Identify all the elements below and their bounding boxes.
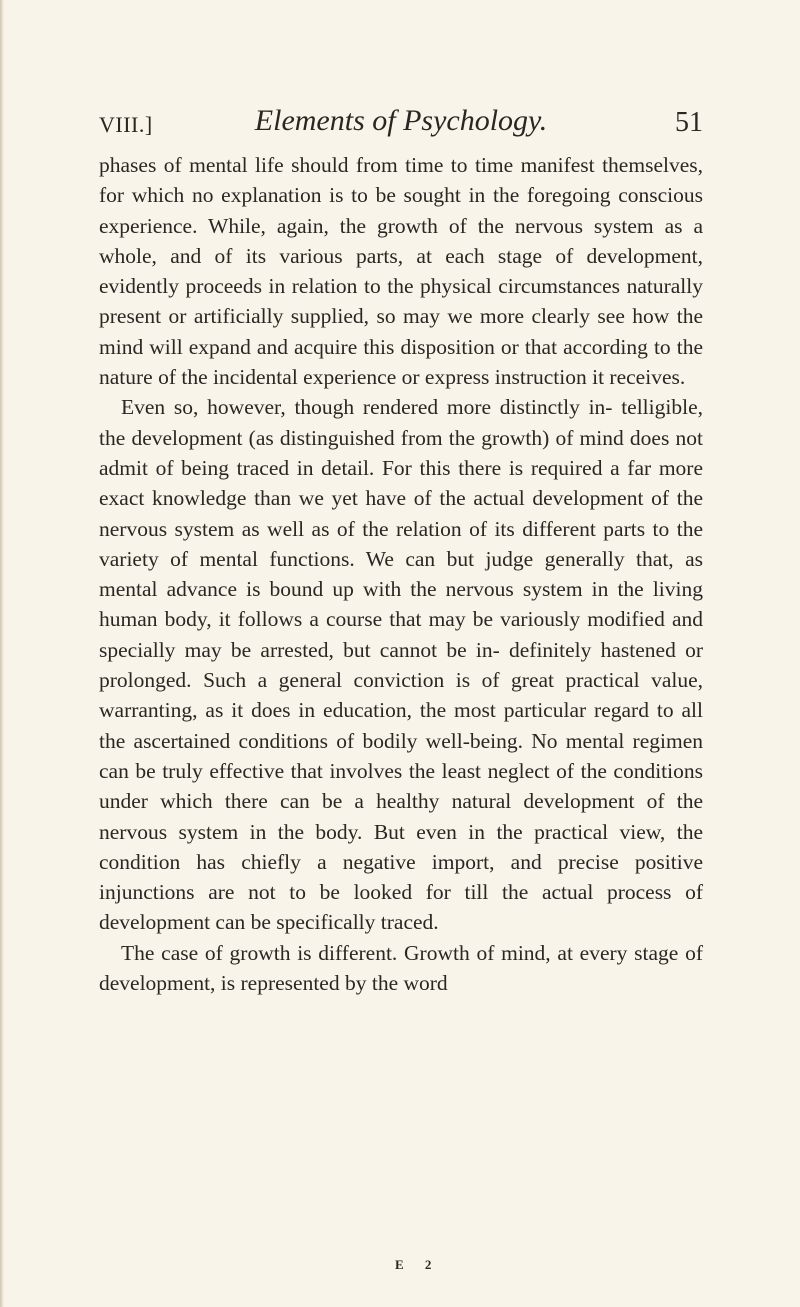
paragraph-3: The case of growth is different. Growth of mind, at every stage of development, is represented by the word bbox=[99, 940, 703, 996]
chapter-marker: VIII.] bbox=[99, 112, 153, 137]
running-head bbox=[99, 104, 703, 144]
paragraph-1: phases of mental life should from time to time manifest themselves, for which no explanation is to be sought in the foregoing conscious experience. While, again, the growth of the nervous system as a whole, and of its various parts, at each stage of development, evidently proceeds in relation to the physical circumstances naturally present or artificially supplied, so may we more clearly see how the mind will expand and acquire this disposition or that according to the nature of the incidental experience or express instruction it receives. bbox=[99, 153, 703, 390]
signature-mark: E 2 bbox=[395, 1257, 441, 1272]
page-title: Elements of Psychology. bbox=[254, 104, 548, 137]
page-number: 51 bbox=[675, 107, 703, 138]
paragraph-2: Even so, however, though rendered more distinctly in- telligible, the development (as distinguished from the growth) of mind does not admit of being traced in detail. For this there is required a far more exact knowledge than we yet have of the actual development of the nervous system as well as of the relation of its different parts to the variety of mental functions. We can but judge generally that, as mental advance is bound up with the nervous system in the living human body, it follows a course that may be variously modified and specially may be arrested, but cannot be in- definitely hastened or prolonged. Such a general conviction is of great practical value, warranting, as it does in education, the most particular regard to all the ascertained conditions of bodily well-being. No mental regimen can be truly effective that involves the least neglect of the conditions under which there can be a healthy natural development of the nervous system in the body. But even in the practical view, the condition has chiefly a negative import, and precise positive injunctions are not to be looked for till the actual process of development can be specifically traced. bbox=[99, 395, 703, 935]
page-gutter-shadow bbox=[0, 0, 4, 1307]
body-text bbox=[99, 150, 703, 998]
